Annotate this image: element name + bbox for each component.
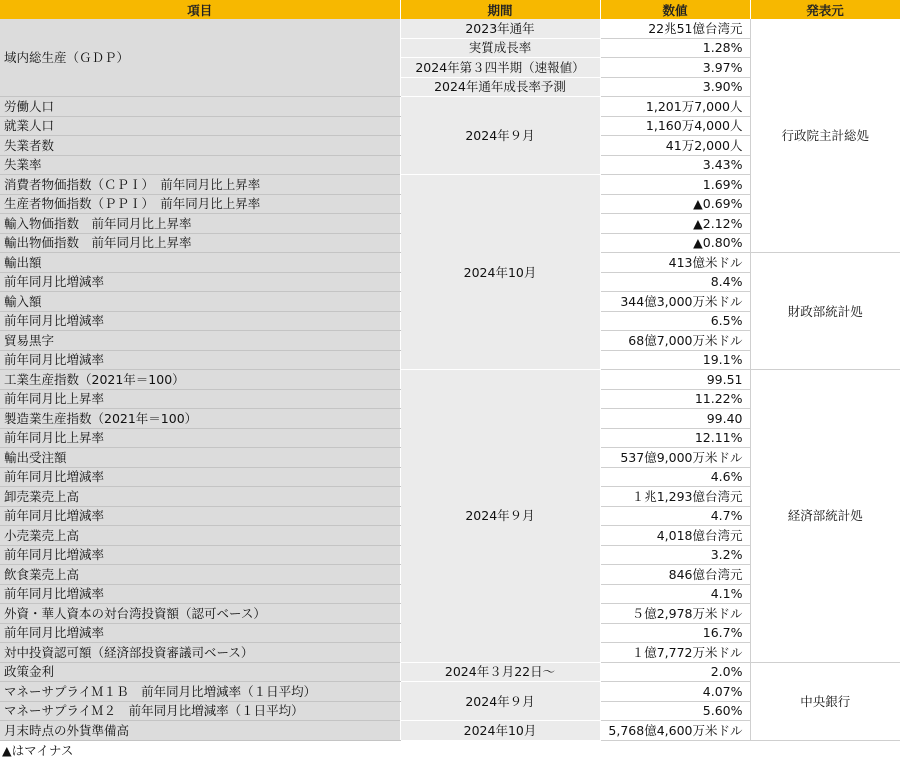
gdp-value: 22兆51億台湾元	[600, 19, 750, 38]
trade-value: 413億米ドル	[600, 253, 750, 273]
economy-value: 12.11%	[600, 428, 750, 448]
policy-rate-period: 2024年３月22日～	[400, 662, 600, 682]
m2-item: マネーサプライＭ２ 前年同月比増減率（１日平均）	[0, 701, 400, 721]
prices-item: 輸入物価指数 前年同月比上昇率	[0, 214, 400, 234]
prices-trade-period: 2024年10月	[400, 175, 600, 370]
economy-item: 前年同月比増減率	[0, 584, 400, 604]
gdp-period-2023: 2023年通年	[400, 19, 600, 38]
economy-value: 99.51	[600, 370, 750, 390]
header-row	[0, 0, 900, 19]
labor-item: 労働人口	[0, 97, 400, 117]
economy-value: 4.1%	[600, 584, 750, 604]
trade-value: 6.5%	[600, 311, 750, 331]
gdp-forecast-value: 3.90%	[600, 77, 750, 97]
economy-value: 99.40	[600, 409, 750, 429]
economy-value: 4.6%	[600, 467, 750, 487]
trade-item: 前年同月比増減率	[0, 350, 400, 370]
gdp-period-real-growth: 実質成長率	[400, 38, 600, 58]
economy-item: 前年同月比増減率	[0, 467, 400, 487]
gdp-growth-value: 1.28%	[600, 38, 750, 58]
economy-item: 工業生産指数（2021年＝100）	[0, 370, 400, 390]
economy-value: １億7,772万米ドル	[600, 643, 750, 663]
economy-value: 537億9,000万米ドル	[600, 448, 750, 468]
labor-item: 失業率	[0, 155, 400, 175]
gdp-item: 域内総生産（ＧＤＰ）	[0, 19, 400, 97]
prices-value: ▲0.80%	[600, 233, 750, 253]
header-publisher: 発表元	[750, 0, 900, 19]
table-row	[0, 19, 900, 38]
reserves-period: 2024年10月	[400, 721, 600, 741]
trade-value: 344億3,000万米ドル	[600, 292, 750, 312]
table-row	[0, 662, 900, 682]
labor-value: 41万2,000人	[600, 136, 750, 156]
economy-item: 前年同月比増減率	[0, 623, 400, 643]
economy-item: 小売業売上高	[0, 526, 400, 546]
header-value: 数値	[600, 0, 750, 19]
publisher-dgbas: 行政院主計総処	[750, 19, 900, 253]
labor-item: 失業者数	[0, 136, 400, 156]
prices-value: 1.69%	[600, 175, 750, 195]
publisher-mof: 財政部統計処	[750, 253, 900, 370]
labor-value: 1,201万7,000人	[600, 97, 750, 117]
footnote: ▲はマイナス	[2, 742, 74, 758]
policy-rate-item: 政策金利	[0, 662, 400, 682]
trade-item: 輸入額	[0, 292, 400, 312]
prices-value: ▲2.12%	[600, 214, 750, 234]
economy-value: 846億台湾元	[600, 565, 750, 585]
gdp-q3-value: 3.97%	[600, 58, 750, 78]
reserves-value: 5,768億4,600万米ドル	[600, 721, 750, 741]
economy-item: 輸出受注額	[0, 448, 400, 468]
gdp-period-q3: 2024年第３四半期（速報値）	[400, 58, 600, 78]
m1b-item: マネーサプライＭ１Ｂ 前年同月比増減率（１日平均）	[0, 682, 400, 702]
economy-item: 製造業生産指数（2021年＝100）	[0, 409, 400, 429]
economy-value: 4.7%	[600, 506, 750, 526]
labor-value: 3.43%	[600, 155, 750, 175]
prices-item: 輸出物価指数 前年同月比上昇率	[0, 233, 400, 253]
publisher-cbc: 中央銀行	[750, 662, 900, 740]
economy-value: ５億2,978万米ドル	[600, 604, 750, 624]
labor-item: 就業人口	[0, 116, 400, 136]
publisher-moea: 経済部統計処	[750, 370, 900, 663]
gdp-period-forecast: 2024年通年成長率予測	[400, 77, 600, 97]
economy-value: １兆1,293億台湾元	[600, 487, 750, 507]
policy-rate-value: 2.0%	[600, 662, 750, 682]
money-supply-period: 2024年９月	[400, 682, 600, 721]
labor-value: 1,160万4,000人	[600, 116, 750, 136]
economy-item: 前年同月比増減率	[0, 545, 400, 565]
economy-item: 卸売業売上高	[0, 487, 400, 507]
economy-item: 飲食業売上高	[0, 565, 400, 585]
economy-item: 外資・華人資本の対台湾投資額（認可ベース）	[0, 604, 400, 624]
header-period: 期間	[400, 0, 600, 19]
m1b-value: 4.07%	[600, 682, 750, 702]
trade-item: 前年同月比増減率	[0, 311, 400, 331]
trade-value: 19.1%	[600, 350, 750, 370]
economy-value: 11.22%	[600, 389, 750, 409]
economy-value: 3.2%	[600, 545, 750, 565]
economy-value: 16.7%	[600, 623, 750, 643]
economy-item: 前年同月比上昇率	[0, 389, 400, 409]
reserves-item: 月末時点の外貨準備高	[0, 721, 400, 741]
economy-period: 2024年９月	[400, 370, 600, 663]
m2-value: 5.60%	[600, 701, 750, 721]
trade-item: 輸出額	[0, 253, 400, 273]
labor-period: 2024年９月	[400, 97, 600, 175]
table-row	[0, 370, 900, 390]
economy-item: 前年同月比上昇率	[0, 428, 400, 448]
header-item: 項目	[0, 0, 400, 19]
trade-item: 前年同月比増減率	[0, 272, 400, 292]
prices-value: ▲0.69%	[600, 194, 750, 214]
prices-item: 消費者物価指数（ＣＰＩ） 前年同月比上昇率	[0, 175, 400, 195]
trade-value: 8.4%	[600, 272, 750, 292]
economy-item: 前年同月比増減率	[0, 506, 400, 526]
prices-item: 生産者物価指数（ＰＰＩ） 前年同月比上昇率	[0, 194, 400, 214]
trade-item: 貿易黒字	[0, 331, 400, 351]
trade-value: 68億7,000万米ドル	[600, 331, 750, 351]
economy-item: 対中投資認可額（経済部投資審議司ベース）	[0, 643, 400, 663]
economy-value: 4,018億台湾元	[600, 526, 750, 546]
